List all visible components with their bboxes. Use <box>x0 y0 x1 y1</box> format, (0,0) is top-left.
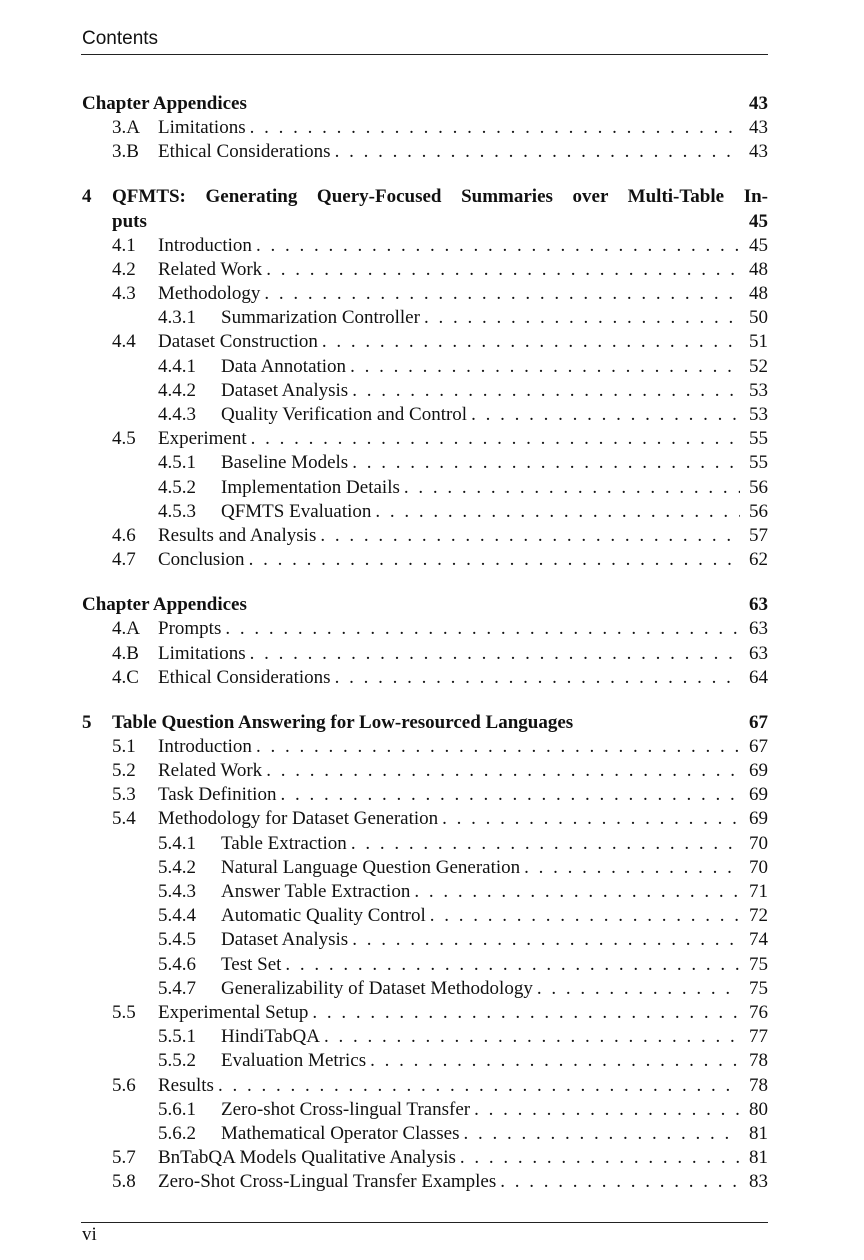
entry-page: 63 <box>749 642 768 664</box>
toc-chapter-entry[interactable] <box>82 185 768 209</box>
entry-title: Evaluation Metrics <box>221 1050 367 1072</box>
entry-number: 4.5.3 <box>158 500 196 522</box>
entry-page: 71 <box>749 881 768 903</box>
toc-section-entry[interactable] <box>82 282 768 306</box>
entry-title: Limitations <box>158 117 246 139</box>
entry-page: 62 <box>749 549 768 571</box>
entry-number: 5.4.1 <box>158 832 196 854</box>
entry-number: 4.6 <box>112 524 136 546</box>
dot-leader <box>424 306 740 330</box>
page-number: vi <box>82 1224 97 1245</box>
toc-subsection-entry[interactable] <box>82 500 768 524</box>
entry-number: 5.3 <box>112 784 136 806</box>
entry-page: 69 <box>749 784 768 806</box>
toc-chapter-entry[interactable] <box>82 593 768 617</box>
toc-subsection-entry[interactable] <box>82 355 768 379</box>
entry-title: Related Work <box>158 258 263 280</box>
entry-number: 4.A <box>112 618 140 640</box>
entry-title: Introduction <box>158 234 252 256</box>
table-of-contents <box>82 92 768 1194</box>
toc-subsection-entry[interactable] <box>82 856 768 880</box>
dot-leader <box>250 642 740 666</box>
entry-title: Related Work <box>158 760 263 782</box>
toc-section-entry[interactable] <box>82 759 768 783</box>
entry-page: 75 <box>749 977 768 999</box>
toc-section-entry[interactable] <box>82 1170 768 1194</box>
entry-page: 75 <box>749 953 768 975</box>
entry-page: 51 <box>749 331 768 353</box>
entry-number: 5.8 <box>112 1171 136 1193</box>
toc-section-entry[interactable] <box>82 642 768 666</box>
entry-number: 5.4.3 <box>158 881 196 903</box>
entry-title: Limitations <box>158 642 246 664</box>
dot-leader <box>352 928 740 952</box>
entry-title: Dataset Construction <box>158 331 318 353</box>
entry-page: 57 <box>749 524 768 546</box>
entry-number: 4.4.2 <box>158 379 196 401</box>
dot-leader <box>460 1146 740 1170</box>
entry-title: QFMTS Evaluation <box>221 500 372 522</box>
entry-number: 4.4 <box>112 331 136 353</box>
entry-title: Chapter Appendices <box>82 93 247 114</box>
dot-leader <box>352 451 740 475</box>
entry-page: 70 <box>749 856 768 878</box>
dot-leader <box>249 548 740 572</box>
entry-title: Dataset Analysis <box>221 929 349 951</box>
entry-title: Chapter Appendices <box>82 594 247 616</box>
toc-chapter-entry[interactable] <box>82 711 768 735</box>
entry-number: 4.B <box>112 642 139 664</box>
entry-number: 4 <box>82 186 92 208</box>
entry-title: Introduction <box>158 735 252 757</box>
toc-section-entry[interactable] <box>82 548 768 572</box>
dot-leader <box>251 427 740 451</box>
entry-title: Task Definition <box>158 784 277 806</box>
entry-title: Zero-Shot Cross-Lingual Transfer Examples <box>158 1171 497 1193</box>
toc-section-entry[interactable] <box>82 234 768 258</box>
dot-leader <box>414 880 740 904</box>
dot-leader <box>320 524 740 548</box>
dot-leader <box>370 1049 740 1073</box>
toc-section-entry[interactable] <box>82 1001 768 1025</box>
dot-leader <box>524 856 740 880</box>
entry-number: 5.4.4 <box>158 905 196 927</box>
toc-subsection-entry[interactable] <box>82 451 768 475</box>
entry-title: HindiTabQA <box>221 1026 320 1048</box>
footer-rule <box>81 1222 768 1223</box>
entry-number: 4.7 <box>112 549 136 571</box>
entry-page: 56 <box>749 476 768 498</box>
toc-section-entry[interactable] <box>82 735 768 759</box>
entry-page: 53 <box>749 404 768 426</box>
entry-page: 77 <box>749 1026 768 1048</box>
entry-page: 69 <box>749 760 768 782</box>
entry-title: Ethical Considerations <box>158 666 331 688</box>
entry-number: 5.7 <box>112 1147 136 1169</box>
dot-leader <box>225 617 740 641</box>
toc-subsection-entry[interactable] <box>82 1098 768 1122</box>
entry-number: 4.3 <box>112 283 136 305</box>
entry-page: 80 <box>749 1098 768 1120</box>
entry-page: 69 <box>749 808 768 830</box>
entry-page: 63 <box>749 594 768 616</box>
entry-number: 5.2 <box>112 760 136 782</box>
toc-section-entry[interactable] <box>82 807 768 831</box>
dot-leader <box>285 953 740 977</box>
toc-subsection-entry[interactable] <box>82 977 768 1001</box>
entry-page: 74 <box>749 929 768 951</box>
toc-subsection-entry[interactable] <box>82 904 768 928</box>
entry-page: 43 <box>749 141 768 163</box>
dot-leader <box>250 116 740 140</box>
entry-page: 83 <box>749 1171 768 1193</box>
dot-leader <box>264 282 740 306</box>
toc-subsection-entry[interactable] <box>82 403 768 427</box>
toc-subsection-entry[interactable] <box>82 1122 768 1146</box>
toc-section-entry[interactable] <box>82 116 768 140</box>
entry-page: 50 <box>749 307 768 329</box>
entry-title: BnTabQA Models Qualitative Analysis <box>158 1147 456 1169</box>
entry-page: 48 <box>749 283 768 305</box>
entry-number: 5.6 <box>112 1074 136 1096</box>
dot-leader <box>322 330 740 354</box>
entry-title: Implementation Details <box>221 476 400 498</box>
toc-subsection-entry[interactable] <box>82 953 768 977</box>
entry-number: 4.5.1 <box>158 452 196 474</box>
dot-leader <box>352 379 740 403</box>
toc-section-entry[interactable] <box>82 1074 768 1098</box>
entry-title: Zero-shot Cross-lingual Transfer <box>221 1098 471 1120</box>
entry-page: 55 <box>749 452 768 474</box>
dot-leader <box>324 1025 740 1049</box>
entry-page: 45 <box>749 210 768 232</box>
toc-subsection-entry[interactable] <box>82 1025 768 1049</box>
entry-number: 4.1 <box>112 234 136 256</box>
entry-page: 43 <box>749 93 768 114</box>
toc-section-entry[interactable] <box>82 524 768 548</box>
entry-page: 55 <box>749 428 768 450</box>
entry-title: Prompts <box>158 618 222 640</box>
toc-chapter-entry-continued[interactable] <box>82 210 768 234</box>
running-header: Contents <box>82 28 159 49</box>
toc-subsection-entry[interactable] <box>82 476 768 500</box>
dot-leader <box>537 977 740 1001</box>
dot-leader <box>335 666 740 690</box>
entry-page: 78 <box>749 1050 768 1072</box>
dot-leader <box>500 1170 740 1194</box>
entry-title: Ethical Considerations <box>158 141 331 163</box>
toc-subsection-entry[interactable] <box>82 832 768 856</box>
dot-leader <box>218 1074 740 1098</box>
entry-number: 5.4.5 <box>158 929 196 951</box>
entry-title-line: puts <box>112 210 147 232</box>
entry-number: 4.4.3 <box>158 404 196 426</box>
toc-subsection-entry[interactable] <box>82 379 768 403</box>
entry-page: 43 <box>749 117 768 139</box>
toc-section-entry[interactable] <box>82 617 768 641</box>
dot-leader <box>280 783 740 807</box>
entry-number: 3.A <box>112 117 140 139</box>
entry-page: 76 <box>749 1001 768 1023</box>
entry-number: 5 <box>82 711 92 733</box>
entry-title: Generalizability of Dataset Methodology <box>221 977 533 999</box>
entry-title: Table Extraction <box>221 832 347 854</box>
dot-leader <box>256 735 740 759</box>
entry-number: 5.5.2 <box>158 1050 196 1072</box>
dot-leader <box>474 1098 740 1122</box>
entry-number: 5.4.7 <box>158 977 196 999</box>
toc-section-entry[interactable] <box>82 258 768 282</box>
dot-leader <box>375 500 740 524</box>
dot-leader <box>442 807 740 831</box>
entry-number: 4.5 <box>112 428 136 450</box>
entry-number: 5.6.2 <box>158 1122 196 1144</box>
entry-title: Experiment <box>158 428 247 450</box>
dot-leader <box>351 832 740 856</box>
toc-subsection-entry[interactable] <box>82 880 768 904</box>
entry-title: Methodology <box>158 283 261 305</box>
entry-number: 5.4.2 <box>158 856 196 878</box>
entry-page: 78 <box>749 1074 768 1096</box>
entry-title: Results <box>158 1074 214 1096</box>
dot-leader <box>312 1001 740 1025</box>
entry-page: 81 <box>749 1122 768 1144</box>
dot-leader <box>463 1122 740 1146</box>
toc-subsection-entry[interactable] <box>82 306 768 330</box>
entry-title: Test Set <box>221 953 282 975</box>
entry-page: 48 <box>749 258 768 280</box>
entry-title: Results and Analysis <box>158 524 317 546</box>
entry-title-line: QFMTS: Generating Query-Focused Summaries over Multi-Table In- <box>112 186 768 208</box>
header-rule <box>81 54 768 55</box>
entry-number: 3.B <box>112 141 139 163</box>
dot-leader <box>471 403 740 427</box>
entry-title: Conclusion <box>158 549 245 571</box>
toc-section-entry[interactable] <box>82 140 768 164</box>
toc-subsection-entry[interactable] <box>82 1049 768 1073</box>
entry-number: 4.C <box>112 666 139 688</box>
toc-section-entry[interactable] <box>82 783 768 807</box>
entry-title: Methodology for Dataset Generation <box>158 808 439 830</box>
entry-page: 70 <box>749 832 768 854</box>
dot-leader <box>404 476 740 500</box>
dot-leader <box>335 140 740 164</box>
entry-title: Answer Table Extraction <box>221 881 411 903</box>
entry-title: Baseline Models <box>221 452 349 474</box>
toc-section-entry[interactable] <box>82 427 768 451</box>
entry-page: 63 <box>749 618 768 640</box>
entry-title: Automatic Quality Control <box>221 905 426 927</box>
entry-page: 64 <box>749 666 768 688</box>
entry-number: 4.4.1 <box>158 355 196 377</box>
entry-page: 67 <box>749 711 768 733</box>
toc-section-entry[interactable] <box>82 666 768 690</box>
toc-chapter-entry[interactable] <box>82 92 768 116</box>
toc-section-entry[interactable] <box>82 1146 768 1170</box>
entry-title: Table Question Answering for Low-resourced Languages <box>112 711 574 733</box>
entry-page: 81 <box>749 1147 768 1169</box>
entry-number: 5.1 <box>112 735 136 757</box>
entry-title: Experimental Setup <box>158 1001 309 1023</box>
entry-number: 4.3.1 <box>158 307 196 329</box>
entry-number: 4.2 <box>112 258 136 280</box>
entry-number: 5.4.6 <box>158 953 196 975</box>
entry-number: 5.5 <box>112 1001 136 1023</box>
entry-title: Natural Language Question Generation <box>221 856 521 878</box>
entry-title: Quality Verification and Control <box>221 404 468 426</box>
entry-page: 67 <box>749 735 768 757</box>
dot-leader <box>350 355 740 379</box>
dot-leader <box>266 759 740 783</box>
dot-leader <box>256 234 740 258</box>
entry-page: 72 <box>749 905 768 927</box>
entry-title: Dataset Analysis <box>221 379 349 401</box>
entry-page: 52 <box>749 355 768 377</box>
dot-leader <box>266 258 740 282</box>
dot-leader <box>430 904 740 928</box>
entry-number: 4.5.2 <box>158 476 196 498</box>
entry-number: 5.4 <box>112 808 136 830</box>
entry-title: Summarization Controller <box>221 307 420 329</box>
entry-number: 5.5.1 <box>158 1026 196 1048</box>
entry-title: Mathematical Operator Classes <box>221 1122 460 1144</box>
entry-page: 45 <box>749 234 768 256</box>
toc-subsection-entry[interactable] <box>82 928 768 952</box>
entry-title: Data Annotation <box>221 355 347 377</box>
entry-page: 53 <box>749 379 768 401</box>
toc-section-entry[interactable] <box>82 330 768 354</box>
entry-number: 5.6.1 <box>158 1098 196 1120</box>
entry-page: 56 <box>749 500 768 522</box>
